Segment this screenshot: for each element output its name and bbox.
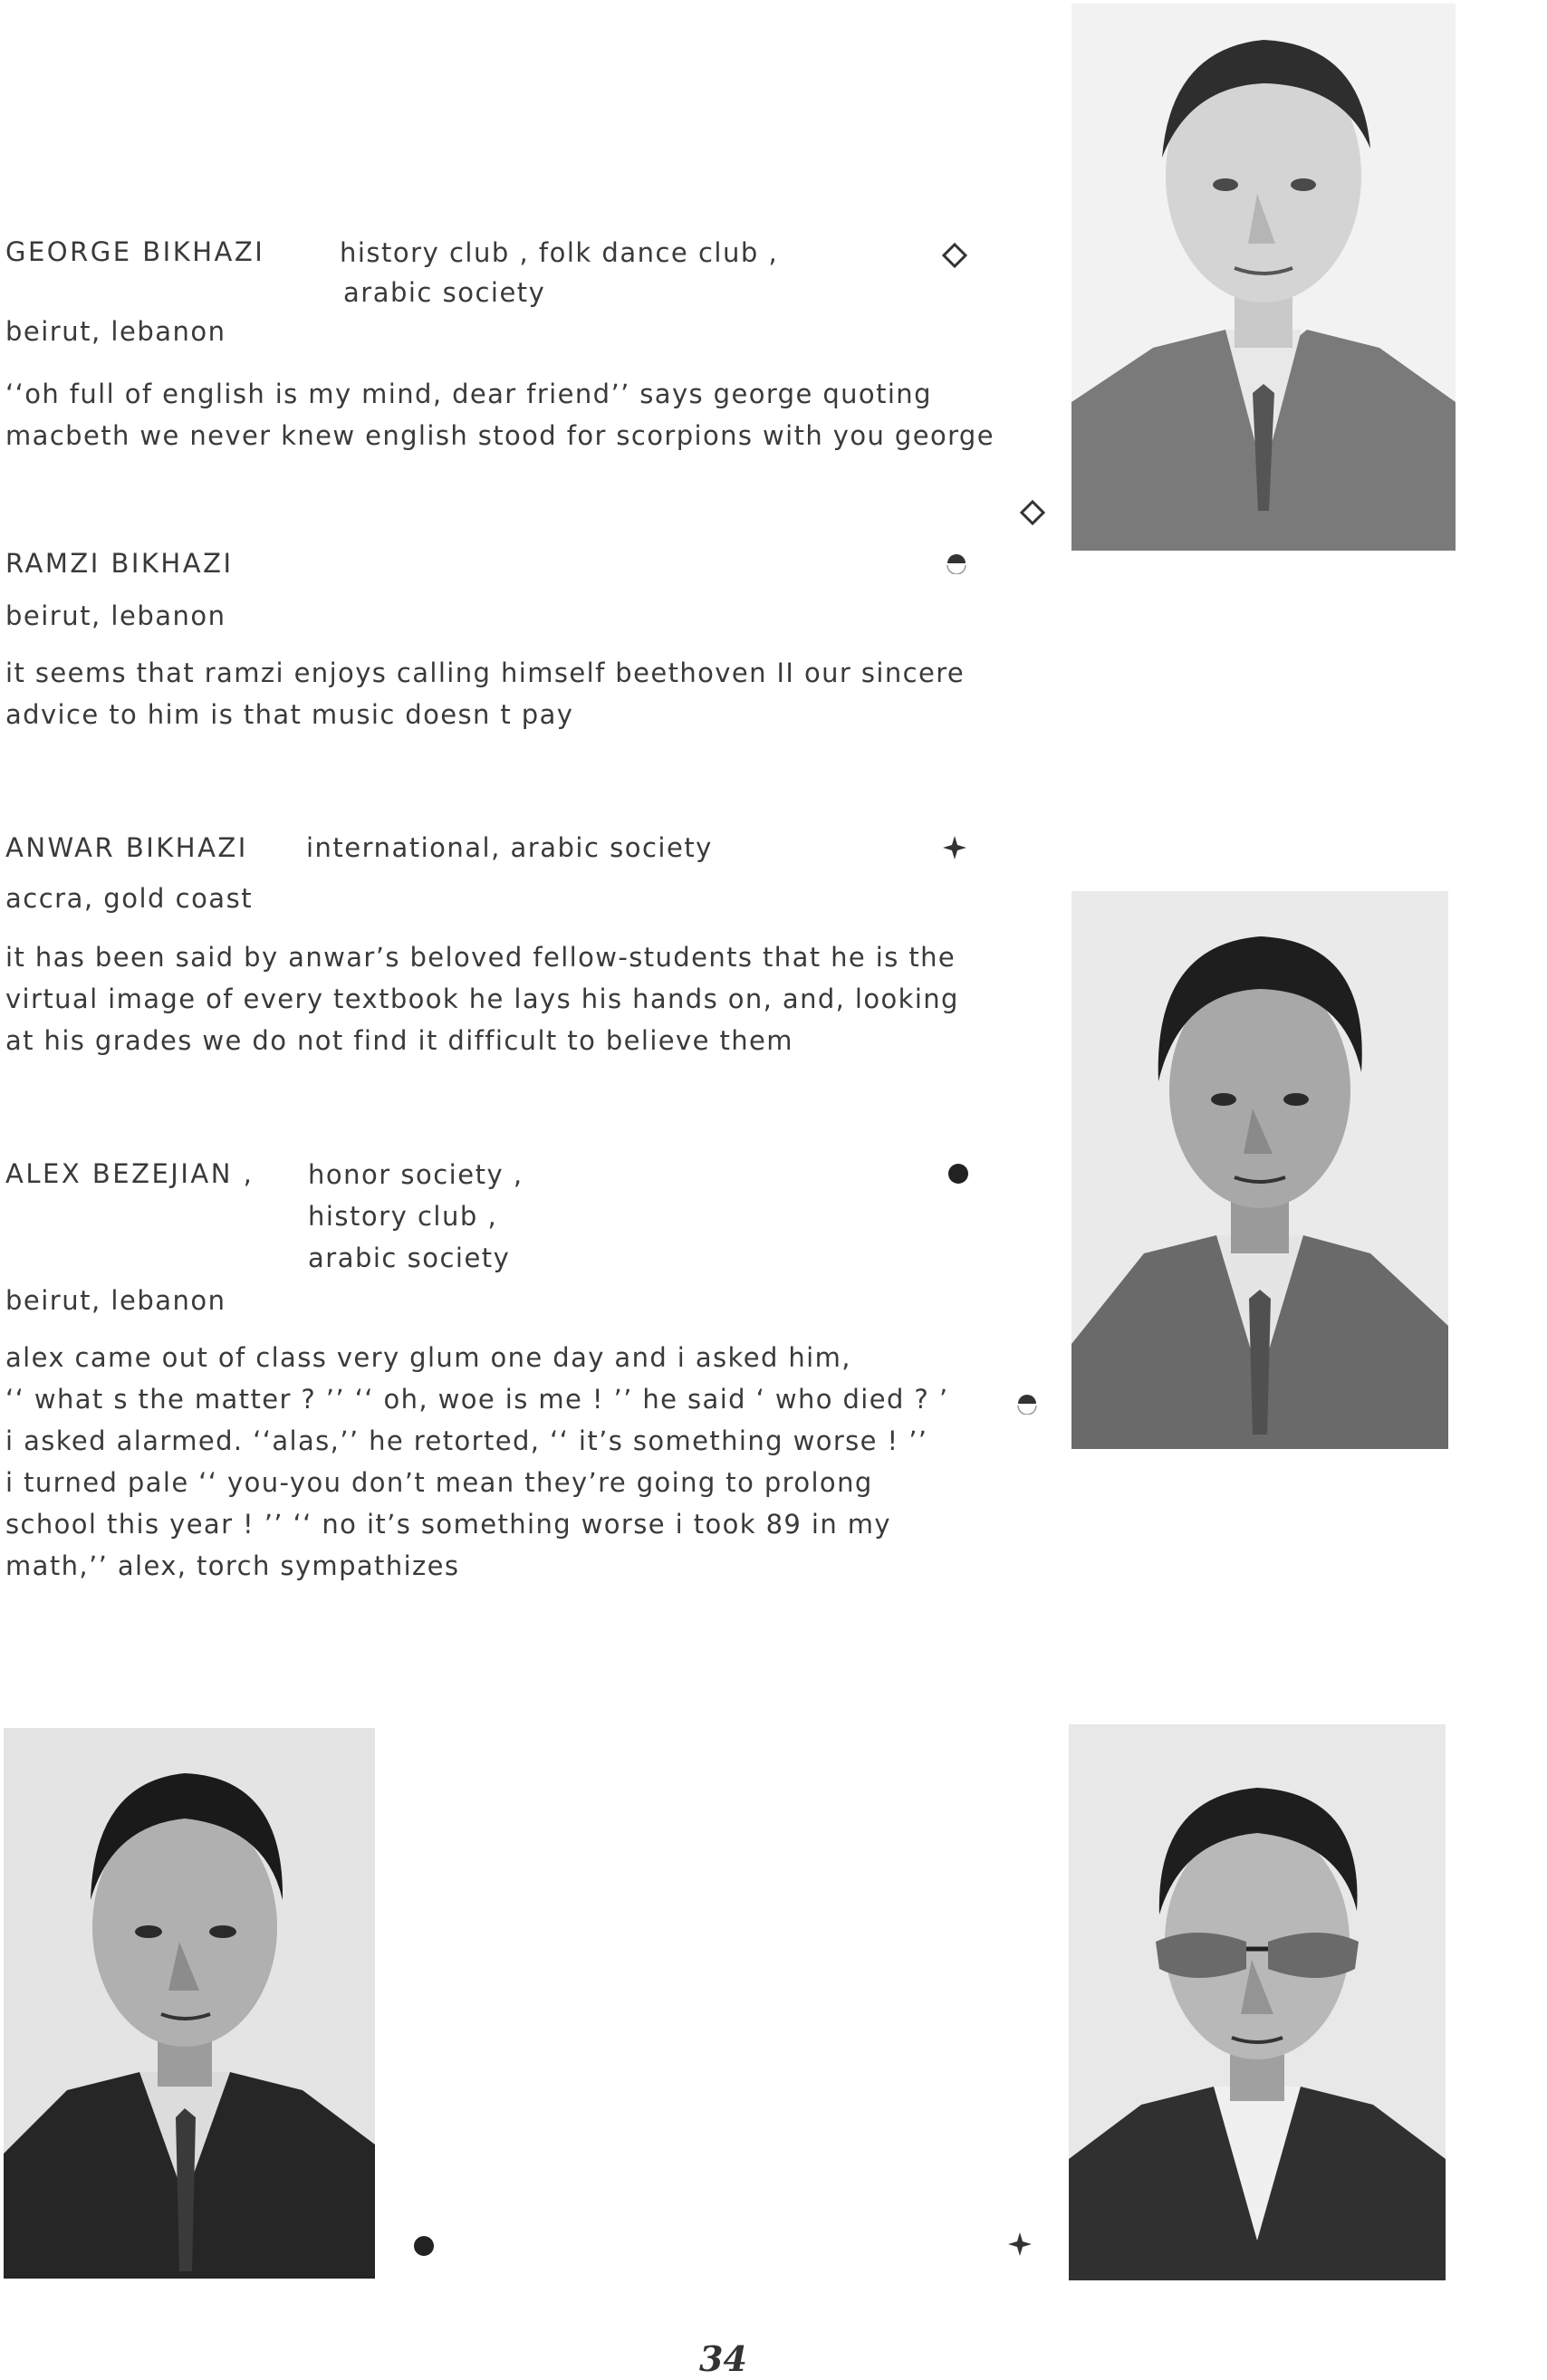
- four-point-star-icon: [942, 835, 967, 860]
- portrait-photo: [1071, 4, 1456, 551]
- entry-4-name: ALEX BEZEJIAN ,: [5, 1158, 255, 1189]
- entry-1-bio-line: ‘‘oh full of english is my mind, dear friend’’ says george quoting: [5, 379, 932, 409]
- entry-1-name: GEORGE BIKHAZI: [5, 236, 265, 267]
- portrait-photo: [1069, 1724, 1446, 2280]
- half-circle-icon: [1016, 1393, 1038, 1415]
- diamond-outline-icon: [942, 243, 967, 268]
- half-circle-icon: [946, 552, 967, 574]
- entry-4-club-line: history club ,: [308, 1201, 498, 1232]
- entry-3-bio: [5, 936, 973, 1061]
- entry-1-bio: [5, 373, 994, 456]
- entry-4-bio-line: school this year ! ’’ ‘‘ no it’s something worse i took 89 in my: [5, 1509, 891, 1540]
- entry-3-hometown: accra, gold coast: [5, 883, 254, 914]
- entry-2-bio-line: it seems that ramzi enjoys calling himself beethoven II our sincere: [5, 657, 966, 688]
- entry-4-bio-line: ‘‘ what s the matter ? ’’ ‘‘ oh, woe is me ! ’’ he said ‘ who died ? ’: [5, 1384, 949, 1415]
- entry-1-clubs: [340, 233, 778, 312]
- entry-1-club-line: history club , folk dance club ,: [340, 237, 779, 268]
- entry-4-bio-line: i asked alarmed. ‘‘alas,’’ he retorted, ‘‘ it’s something worse ! ’’: [5, 1425, 928, 1456]
- entry-2-name: RAMZI BIKHAZI: [5, 548, 234, 579]
- entry-3-clubs: international, arabic society: [306, 832, 713, 863]
- portrait-photo: [1071, 891, 1448, 1449]
- page-number: 34: [699, 2338, 747, 2379]
- entry-2-hometown: beirut, lebanon: [5, 600, 226, 631]
- entry-4-club-line: arabic society: [308, 1243, 511, 1273]
- entry-1-hometown: beirut, lebanon: [5, 316, 226, 347]
- entry-4-bio-line: i turned pale ‘‘ you-you don’t mean they’re going to prolong: [5, 1467, 873, 1498]
- entry-4-bio-line: math,’’ alex, torch sympathizes: [5, 1550, 460, 1581]
- entry-2-bio-line: advice to him is that music doesn t pay: [5, 699, 574, 730]
- entry-4-clubs: [308, 1154, 524, 1279]
- four-point-star-icon: [1007, 2231, 1033, 2257]
- entry-2-bio: [5, 652, 973, 735]
- entry-3-bio-line: it has been said by anwar’s beloved fellow-students that he is the: [5, 942, 956, 973]
- filled-circle-icon: [947, 1163, 969, 1185]
- entry-4-club-line: honor society ,: [308, 1159, 524, 1190]
- entry-4-bio-line: alex came out of class very glum one day and i asked him,: [5, 1342, 851, 1373]
- entry-3-bio-line: at his grades we do not find it difficult to believe them: [5, 1025, 793, 1056]
- entry-4-hometown: beirut, lebanon: [5, 1285, 226, 1316]
- entry-4-bio: [5, 1337, 973, 1587]
- entry-1-bio-line: macbeth we never knew english stood for scorpions with you george: [5, 420, 994, 451]
- entry-1-club-line: arabic society: [343, 277, 546, 308]
- filled-circle-icon: [413, 2235, 435, 2257]
- diamond-outline-icon: [1020, 500, 1045, 525]
- entry-3-bio-line: virtual image of every textbook he lays his hands on, and, looking: [5, 984, 959, 1014]
- portrait-photo: [4, 1728, 375, 2279]
- entry-3-name: ANWAR BIKHAZI: [5, 832, 248, 863]
